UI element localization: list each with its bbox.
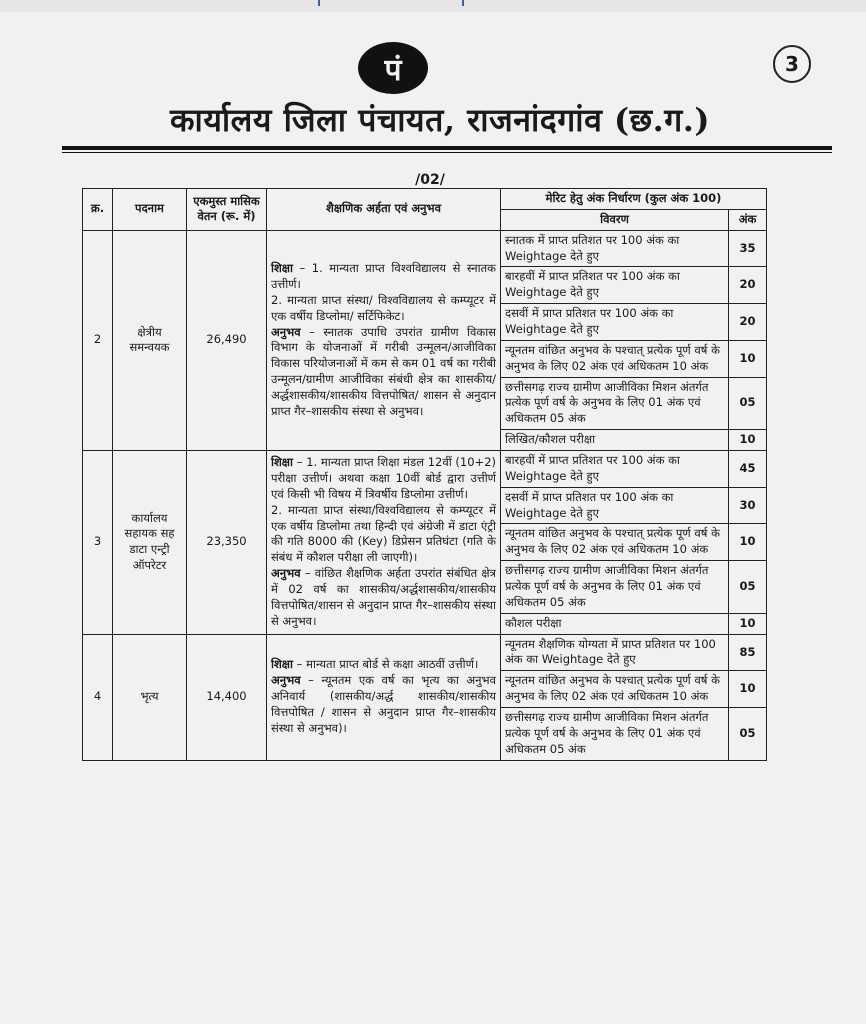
- col-header-details: विवरण: [501, 209, 729, 230]
- merit-description-cell: छत्तीसगढ़ राज्य ग्रामीण आजीविका मिशन अंतर्गत प्रत्येक पूर्ण वर्ष के अनुभव के लिए 01 अंक एवं अधिकतम 05 अंक: [501, 561, 729, 614]
- qualification-text: 2. मान्यता प्राप्त संस्था/ विश्वविद्यालय से कम्प्यूटर में एक वर्षीय डिप्लोमा/ सर्टिफिकेट।: [271, 292, 496, 323]
- serial-number-cell: 2: [83, 230, 113, 450]
- qualification-keyword: शिक्षा: [271, 455, 294, 470]
- qualification-text: – मान्यता प्राप्त बोर्ड से कक्षा आठवीं उत्तीर्ण।: [293, 657, 479, 672]
- post-name-cell: भृत्य: [113, 634, 187, 760]
- serial-number-cell: 4: [83, 634, 113, 760]
- qualification-paragraph: [271, 325, 496, 420]
- merit-marks-cell: 20: [729, 267, 767, 304]
- qualification-paragraph: [271, 455, 496, 503]
- qualification-paragraph: [271, 566, 496, 629]
- table-row: [83, 451, 767, 488]
- merit-marks-cell: 45: [729, 451, 767, 488]
- recruitment-table: [82, 188, 767, 761]
- merit-description-cell: छत्तीसगढ़ राज्य ग्रामीण आजीविका मिशन अंतर्गत प्रत्येक पूर्ण वर्ष के अनुभव के लिए 01 अंक एवं अधिकतम 05 अंक: [501, 708, 729, 761]
- panchayat-logo-icon: [358, 42, 428, 94]
- serial-number-cell: 3: [83, 451, 113, 635]
- top-edge-strip: [0, 0, 866, 12]
- merit-marks-cell: 10: [729, 340, 767, 377]
- merit-marks-cell: 10: [729, 524, 767, 561]
- merit-description-cell: न्यूनतम शैक्षणिक योग्यता में प्राप्त प्रतिशत पर 100 अंक का Weightage देते हुए: [501, 634, 729, 671]
- salary-cell: 14,400: [187, 634, 267, 760]
- merit-description-cell: बारहवीं में प्राप्त प्रतिशत पर 100 अंक का Weightage देते हुए: [501, 267, 729, 304]
- logo-glyph: पं: [384, 52, 402, 88]
- merit-marks-cell: 10: [729, 671, 767, 708]
- qualification-paragraph: [271, 293, 496, 325]
- qualification-paragraph: [271, 673, 496, 736]
- merit-marks-cell: 85: [729, 634, 767, 671]
- merit-marks-cell: 35: [729, 230, 767, 267]
- col-header-qualification: शैक्षणिक अर्हता एवं अनुभव: [267, 189, 501, 231]
- merit-description-cell: दसवीं में प्राप्त प्रतिशत पर 100 अंक का Weightage देते हुए: [501, 487, 729, 524]
- col-header-marks: अंक: [729, 209, 767, 230]
- qualification-text: 2. मान्यता प्राप्त संस्था/विश्वविद्यालय से कम्प्यूटर में एक वर्षीय डिप्लोमा तथा हिन्दी एवं अंग्रेजी में डाटा एंट्री की गति 8000 की (Key) डिप्रेसन प्रतिघंटा (गति के संबंध में कौशल परीक्षा ली जाएगी)।: [271, 502, 496, 565]
- qualification-keyword: शिक्षा: [271, 657, 294, 672]
- merit-marks-cell: 20: [729, 304, 767, 341]
- qualification-paragraph: [271, 261, 496, 293]
- qualification-text: – स्नातक उपाधि उपरांत ग्रामीण विकास विभाग के योजनाओं में गरीबी उन्मूलन/आजीविका विकास परियोजनाओं में कम से कम 01 वर्ष का गरीबी उन्मूलन/ग्रामीण आजीविका संबंधी क्षेत्र का शासकीय/ अर्द्धशासकीय/शासकीय वित्तपोषित/ शासन से अनुदान प्राप्त गैर–शासकीय संस्था से अनुभव।: [271, 324, 496, 418]
- qualification-keyword: शिक्षा: [271, 261, 294, 276]
- salary-cell: 23,350: [187, 451, 267, 635]
- qualification-text: – 1. मान्यता प्राप्त शिक्षा मंडल 12वीं (10+2) परीक्षा उत्तीर्ण। अथवा कक्षा 10वीं बोर्ड द्वारा उत्तीर्ण एवं किसी भी विषय में त्रिवर्षीय डिप्लोमा उत्तीर्ण।: [271, 455, 496, 501]
- qualification-text: – वांछित शैक्षणिक अर्हता उपरांत संबंधित क्षेत्र में 02 वर्ष का शासकीय/अर्द्धशासकीय/शासकीय वित्तपोषित/शासन से अनुदान प्राप्त गैर–शासकीय संस्था से अनुभव।: [271, 566, 496, 628]
- qualification-cell: [267, 634, 501, 760]
- header-row: [83, 189, 767, 210]
- col-header-salary: एकमुस्त मासिक वेतन (रू. में): [187, 189, 267, 231]
- title-rule: [62, 146, 832, 150]
- merit-marks-cell: 10: [729, 613, 767, 634]
- edge-mark: [318, 0, 320, 6]
- col-header-merit: मेरिट हेतु अंक निर्धारण (कुल अंक 100): [501, 189, 767, 210]
- qualification-keyword: अनुभव: [271, 324, 301, 339]
- merit-marks-cell: 30: [729, 487, 767, 524]
- merit-marks-cell: 05: [729, 377, 767, 430]
- merit-description-cell: लिखित/कौशल परीक्षा: [501, 430, 729, 451]
- merit-marks-cell: 05: [729, 561, 767, 614]
- qualification-cell: [267, 230, 501, 450]
- qualification-cell: [267, 451, 501, 635]
- page-number: 3: [773, 45, 811, 83]
- merit-description-cell: कौशल परीक्षा: [501, 613, 729, 634]
- merit-description-cell: न्यूनतम वांछित अनुभव के पश्चात् प्रत्येक पूर्ण वर्ष के अनुभव के लिए 02 अंक एवं अधिकतम 10 अंक: [501, 524, 729, 561]
- merit-marks-cell: 05: [729, 708, 767, 761]
- post-name-cell: क्षेत्रीय समन्वयक: [113, 230, 187, 450]
- qualification-keyword: अनुभव: [271, 673, 301, 688]
- qualification-text: – न्यूनतम एक वर्ष का भृत्य का अनुभव अनिवार्य (शासकीय/अर्द्ध शासकीय/शासकीय वित्तपोषित / शासन से अनुदान प्राप्त गैर–शासकीय संस्था से अनुभव)।: [271, 673, 496, 735]
- merit-marks-cell: 10: [729, 430, 767, 451]
- title-rule-thin: [62, 152, 832, 153]
- sheet-number: /02/: [415, 172, 445, 188]
- office-title: कार्यालय जिला पंचायत, राजनांदगांव (छ.ग.): [169, 101, 711, 139]
- salary-cell: 26,490: [187, 230, 267, 450]
- qualification-text: – 1. मान्यता प्राप्त विश्वविद्यालय से स्नातक उत्तीर्ण।: [271, 261, 496, 291]
- edge-mark: [462, 0, 464, 6]
- qualification-paragraph: [271, 657, 496, 673]
- merit-description-cell: न्यूनतम वांछित अनुभव के पश्चात् प्रत्येक पूर्ण वर्ष के अनुभव के लिए 02 अंक एवं अधिकतम 10 अंक: [501, 671, 729, 708]
- col-header-sno: क्र.: [83, 189, 113, 231]
- post-name-cell: कार्यालय सहायक सह डाटा एन्ट्री ऑपरेटर: [113, 451, 187, 635]
- table-row: [83, 230, 767, 267]
- merit-description-cell: दसवीं में प्राप्त प्रतिशत पर 100 अंक का Weightage देते हुए: [501, 304, 729, 341]
- merit-description-cell: न्यूनतम वांछित अनुभव के पश्चात् प्रत्येक पूर्ण वर्ष के अनुभव के लिए 02 अंक एवं अधिकतम 10 अंक: [501, 340, 729, 377]
- merit-description-cell: स्नातक में प्राप्त प्रतिशत पर 100 अंक का Weightage देते हुए: [501, 230, 729, 267]
- qualification-paragraph: [271, 503, 496, 566]
- qualification-keyword: अनुभव: [271, 566, 301, 581]
- col-header-post: पदनाम: [113, 189, 187, 231]
- table-row: [83, 634, 767, 671]
- merit-description-cell: बारहवीं में प्राप्त प्रतिशत पर 100 अंक का Weightage देते हुए: [501, 451, 729, 488]
- merit-description-cell: छत्तीसगढ़ राज्य ग्रामीण आजीविका मिशन अंतर्गत प्रत्येक पूर्ण वर्ष के अनुभव के लिए 01 अंक एवं अधिकतम 05 अंक: [501, 377, 729, 430]
